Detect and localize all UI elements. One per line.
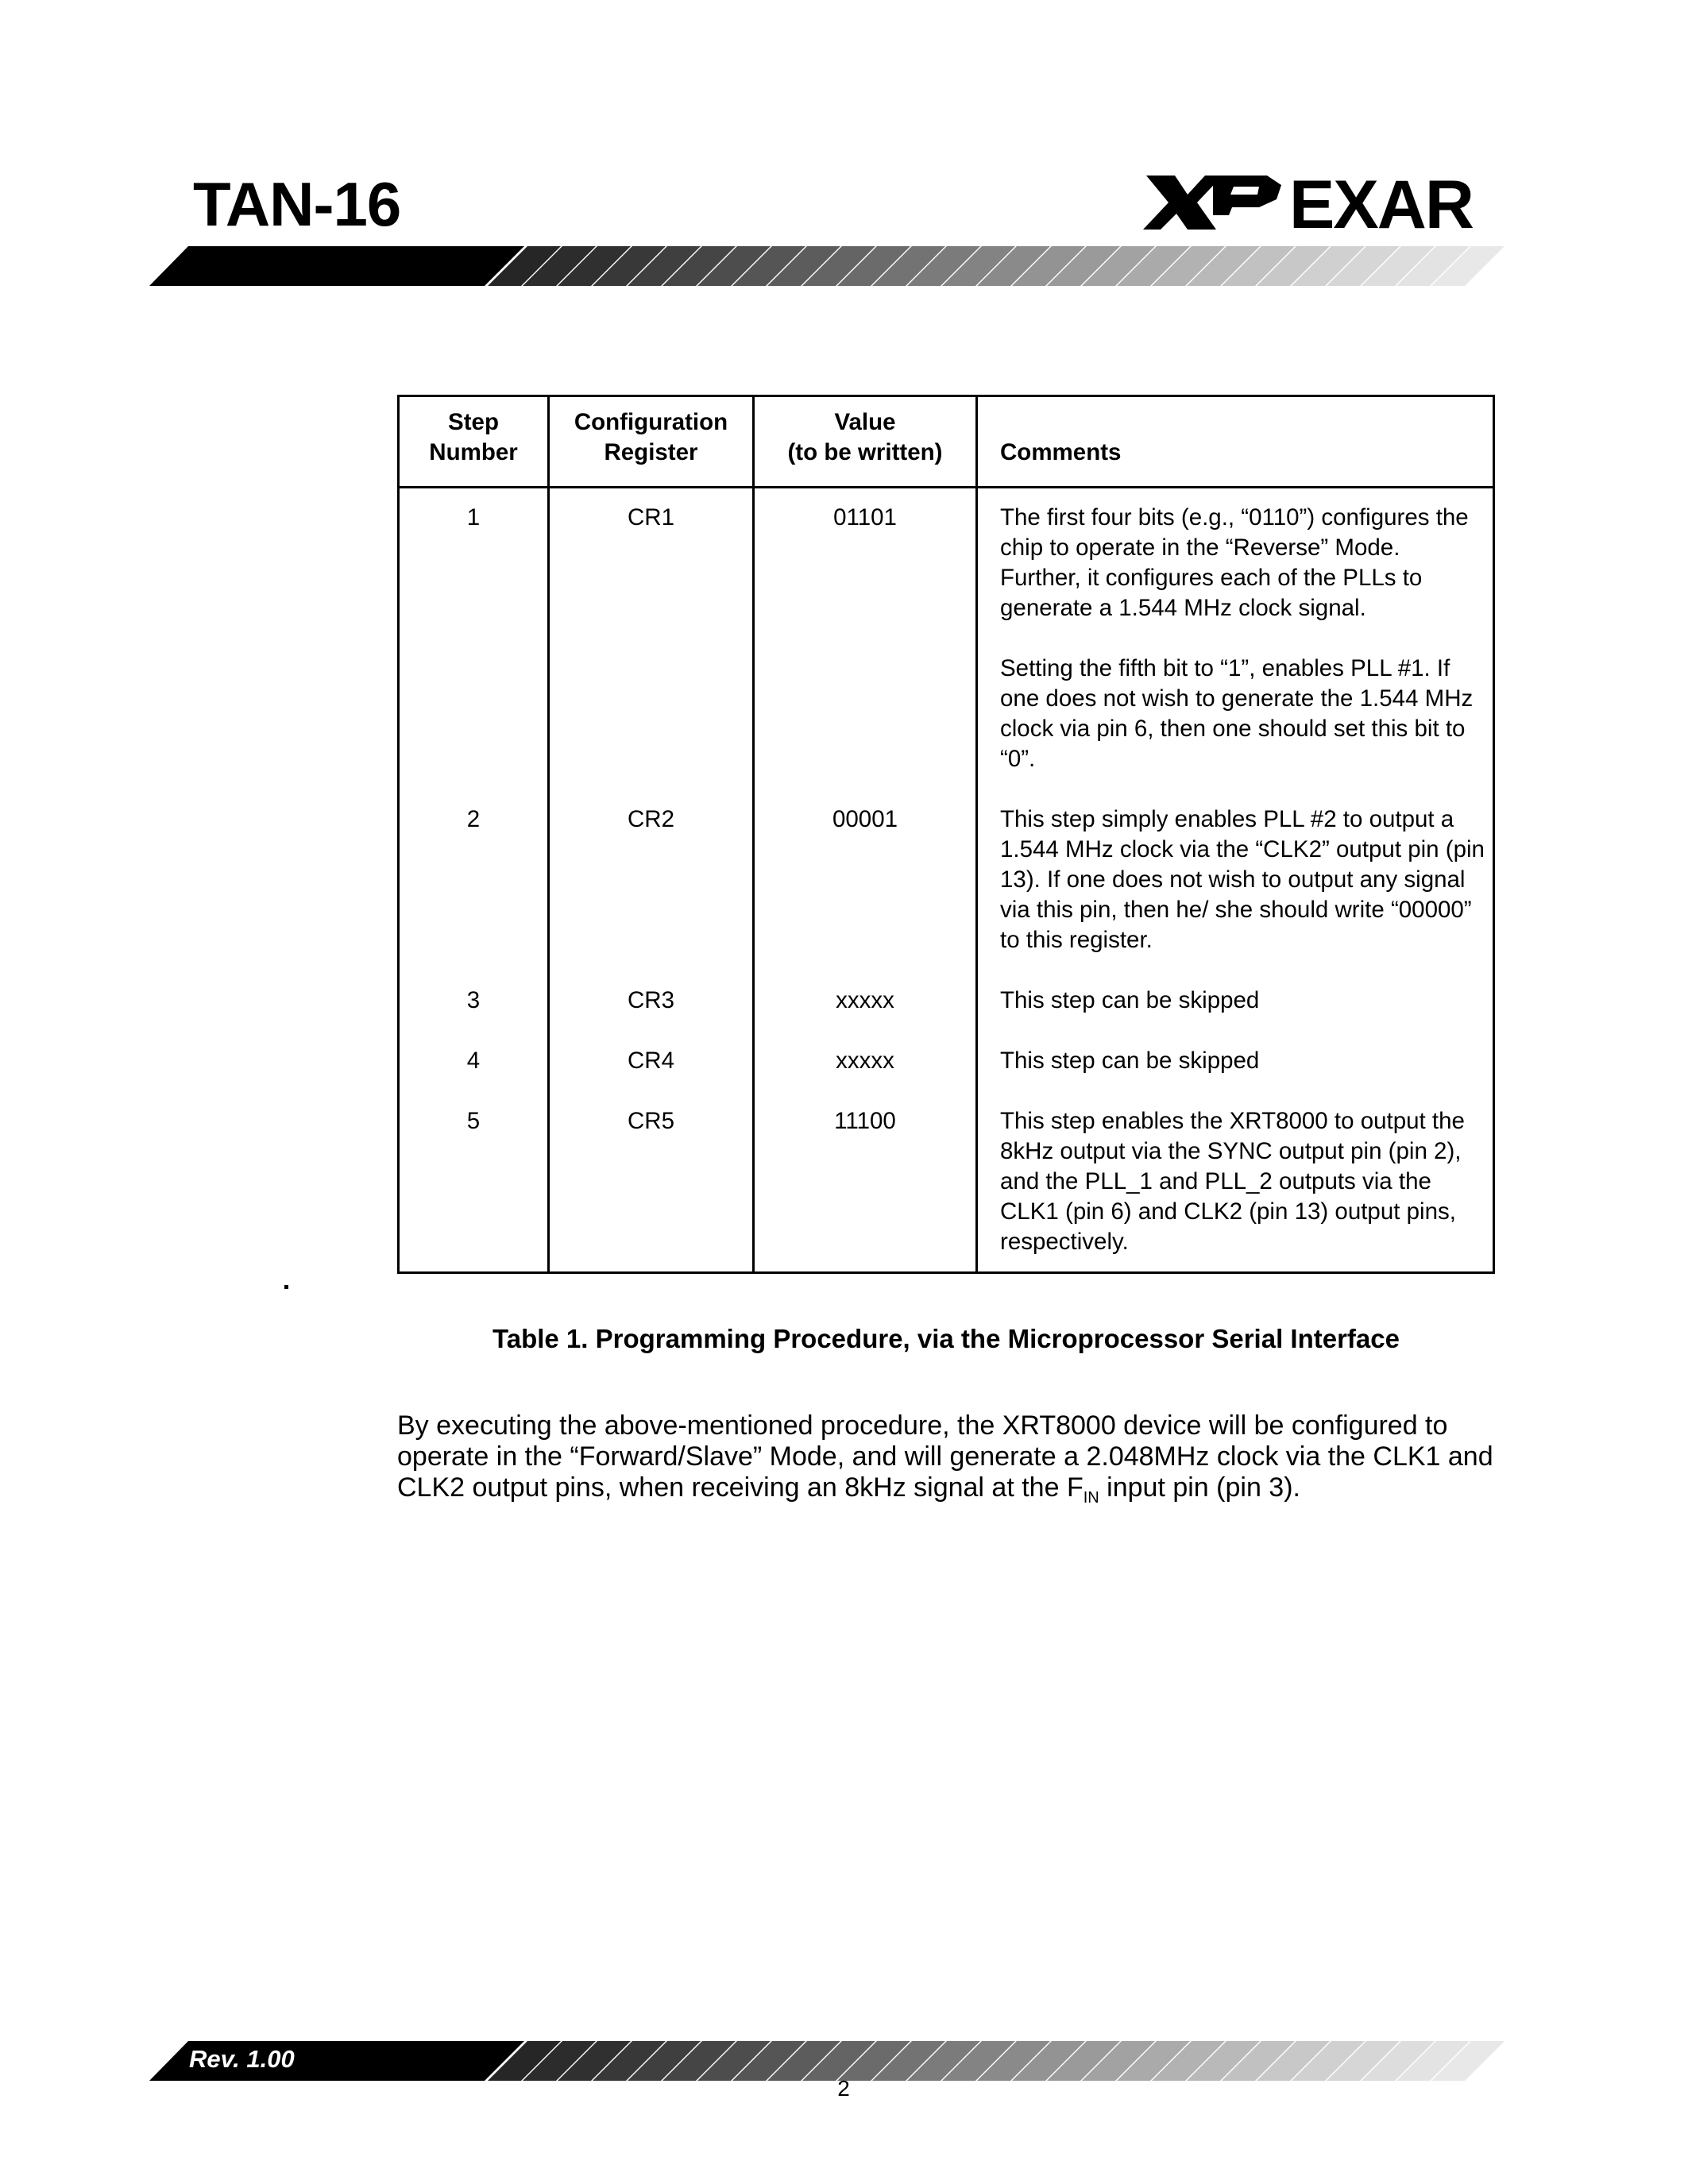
exar-logo-emblem [1143, 176, 1281, 230]
value-cell: xxxxx [754, 986, 977, 1046]
step-cell: 2 [399, 805, 549, 986]
step-cell: 3 [399, 986, 549, 1046]
step-cell: 4 [399, 1046, 549, 1106]
comments-cell [977, 1046, 1494, 1106]
table-row [399, 488, 1494, 805]
header-value: Value (to be written) [754, 396, 977, 488]
header-step-number: Step Number [399, 396, 549, 488]
document-id: TAN-16 [193, 169, 401, 239]
comments-cell [977, 1106, 1494, 1273]
banner-stripes [488, 2041, 1505, 2081]
value-cell: 11100 [754, 1106, 977, 1273]
banner-stripes [488, 246, 1505, 286]
revision-label: Rev. 1.00 [189, 2045, 295, 2073]
comments-cell [977, 488, 1494, 805]
register-cell: CR2 [549, 805, 754, 986]
comment-paragraph: This step simply enables PLL #2 to output a 1.544 MHz clock via the “CLK2” output pin (pin 13). If one does not wish to output any signal via this pin, then he/ she should write “00000” to this register. [1000, 806, 1485, 953]
body-paragraph [397, 1410, 1501, 1514]
header-comments: Comments [977, 396, 1494, 488]
value-cell: 00001 [754, 805, 977, 986]
header-banner [0, 242, 1688, 290]
comment-paragraph: This step can be skipped [1000, 1048, 1260, 1074]
body-text-tail: input pin (pin 3). [1099, 1472, 1300, 1503]
page-number: 2 [837, 2076, 850, 2101]
table-row [399, 986, 1494, 1046]
comment-paragraph: Setting the fifth bit to “1”, enables PLL #1. If one does not wish to generate the 1.544 MHz clock via pin 6, then one should set this bit to “0”. [1000, 655, 1474, 772]
table-row [399, 1046, 1494, 1106]
header-configuration-register: Configuration Register [549, 396, 754, 488]
register-cell: CR5 [549, 1106, 754, 1273]
exar-logo-text: EXAR [1289, 171, 1473, 234]
body-text-subscript: IN [1083, 1489, 1099, 1507]
body-text-main: By executing the above-mentioned procedure, the XRT8000 device will be configured to operate in the “Forward/Slave” Mode, and will generate a 2.048MHz clock via the CLK1 and CLK2 output pins, when receiving an 8kHz signal at the F [397, 1410, 1493, 1503]
comment-paragraph: The first four bits (e.g., “0110”) configures the chip to operate in the “Reverse” Mode. Further, it configures each of the PLLs to generate a 1.544 MHz clock signal. [1000, 504, 1469, 621]
exar-logo [1140, 171, 1489, 234]
value-cell: 01101 [754, 488, 977, 805]
value-cell: xxxxx [754, 1046, 977, 1106]
table-caption: Table 1. Programming Procedure, via the Microprocessor Serial Interface [492, 1324, 1400, 1353]
programming-procedure-table [397, 395, 1495, 1274]
table-header-row [399, 396, 1494, 488]
step-cell: 5 [399, 1106, 549, 1273]
comment-paragraph: This step enables the XRT8000 to output the 8kHz output via the SYNC output pin (pin 2), and the PLL_1 and PLL_2 outputs via the CLK1 (pin 6) and CLK2 (pin 13) output pins, respectively. [1000, 1108, 1465, 1255]
comments-cell [977, 986, 1494, 1046]
register-cell: CR1 [549, 488, 754, 805]
table-row [399, 805, 1494, 986]
comments-cell [977, 805, 1494, 986]
table-row [399, 1106, 1494, 1273]
comment-paragraph: This step can be skipped [1000, 987, 1260, 1013]
register-cell: CR3 [549, 986, 754, 1046]
register-cell: CR4 [549, 1046, 754, 1106]
step-cell: 1 [399, 488, 549, 805]
stray-dot [284, 1285, 288, 1289]
